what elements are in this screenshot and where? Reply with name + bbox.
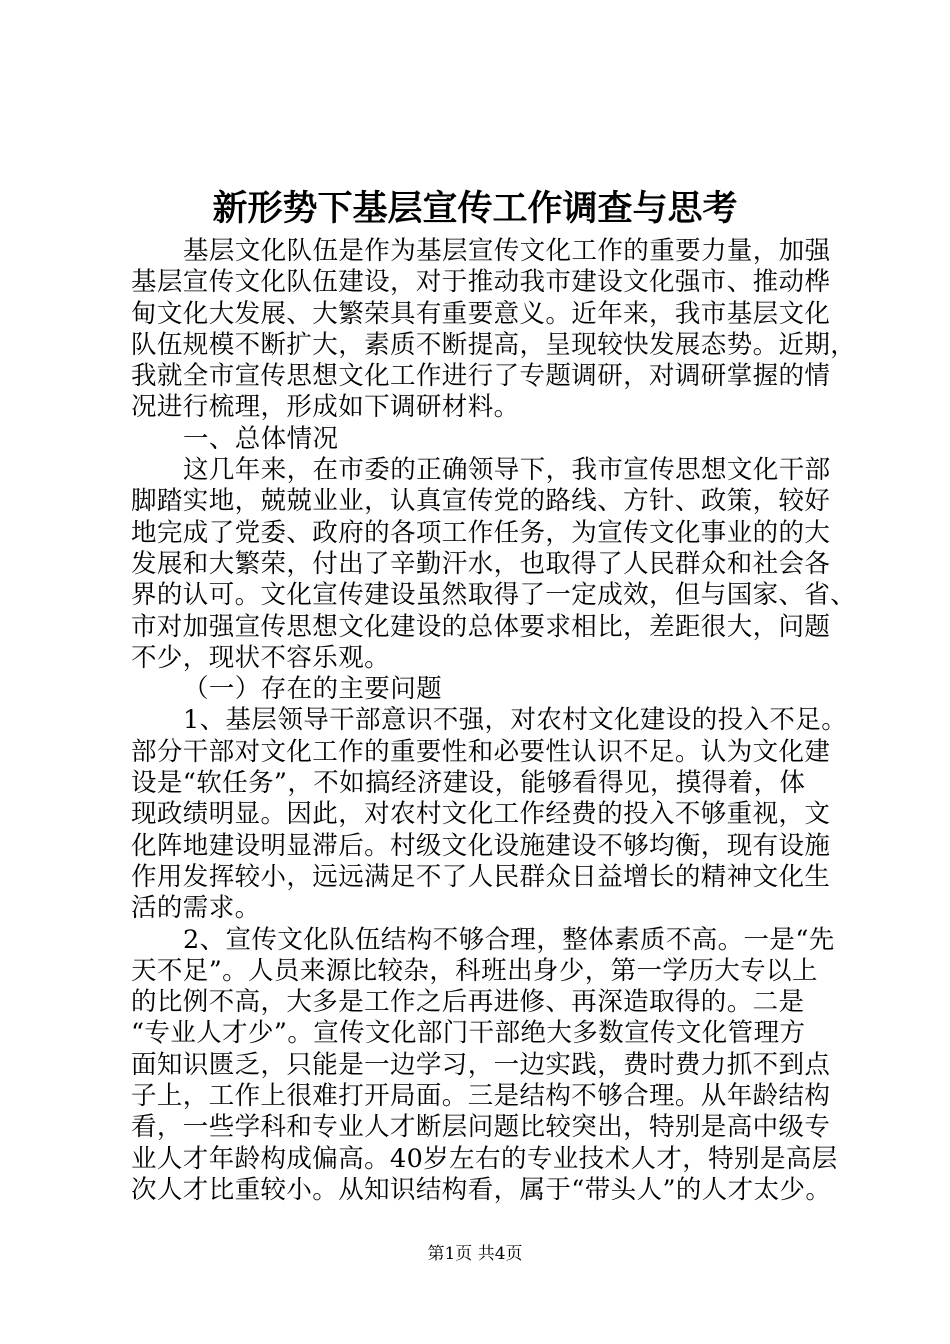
page-number-footer: 第1页 共4页 [427,1244,523,1264]
text-line: 市对加强宣传思想文化建设的总体要求相比，差距很大，问题 [131,611,831,642]
document-title: 新形势下基层宣传工作调查与思考 [212,188,738,229]
text-line: 不少，现状不容乐观。 [131,642,391,673]
text-line: 化阵地建设明显滞后。村级文化设施建设不够均衡，现有设施 [131,830,831,861]
text-line: 这几年来，在市委的正确领导下，我市宣传思想文化干部 [183,455,831,486]
subsection-heading: （一）存在的主要问题 [183,674,443,705]
text-line: 甸文化大发展、大繁荣具有重要意义。近年来，我市基层文化 [131,298,831,329]
text-line: 我就全市宣传思想文化工作进行了专题调研，对调研掌握的情 [131,361,831,392]
text-line: 作用发挥较小，远远满足不了人民群众日益增长的精神文化生 [131,861,831,892]
text-line: 发展和大繁荣，付出了辛勤汗水，也取得了人民群众和社会各 [131,548,831,579]
text-line: 天不足”。人员来源比较杂，科班出身少，第一学历大专以上 [131,955,818,986]
text-line: 次人才比重较小。从知识结构看，属于“带头人”的人才太少。 [131,1174,832,1205]
text-line: 队伍规模不断扩大，素质不断提高，呈现较快发展态势。近期， [131,329,857,360]
text-line: 1、基层领导干部意识不强，对农村文化建设的投入不足。 [183,705,848,736]
text-line: 子上，工作上很难打开局面。三是结构不够合理。从年龄结构 [131,1081,831,1112]
text-line: 设是“软任务”，不如搞经济建设，能够看得见，摸得着，体 [131,768,806,799]
text-line: 活的需求。 [131,893,261,924]
document-body [131,236,857,1206]
text-line: 现政绩明显。因此，对农村文化工作经费的投入不够重视，文 [131,799,831,830]
text-line: 基层宣传文化队伍建设，对于推动我市建设文化强市、推动桦 [131,267,831,298]
text-line: 2、宣传文化队伍结构不够合理，整体素质不高。一是“先 [183,924,835,955]
text-line: 部分干部对文化工作的重要性和必要性认识不足。认为文化建 [131,736,831,767]
text-line: 地完成了党委、政府的各项工作任务，为宣传文化事业的的大 [131,517,831,548]
text-line: 业人才年龄构成偏高。40岁左右的专业技术人才，特别是高层 [131,1143,838,1174]
text-line: 的比例不高，大多是工作之后再进修、再深造取得的。二是 [131,987,805,1018]
text-line: 基层文化队伍是作为基层宣传文化工作的重要力量，加强 [183,236,831,266]
text-line: 脚踏实地，兢兢业业，认真宣传党的路线、方针、政策，较好 [131,486,831,517]
text-line: 界的认可。文化宣传建设虽然取得了一定成效，但与国家、省、 [131,580,857,611]
text-line: 面知识匮乏，只能是一边学习，一边实践，费时费力抓不到点 [131,1049,831,1080]
text-line: 况进行梳理，形成如下调研材料。 [131,392,520,423]
section-heading: 一、总体情况 [183,423,339,454]
text-line: “专业人才少”。宣传文化部门干部绝大多数宣传文化管理方 [131,1018,806,1049]
text-line: 看，一些学科和专业人才断层问题比较突出，特别是高中级专 [131,1112,831,1143]
